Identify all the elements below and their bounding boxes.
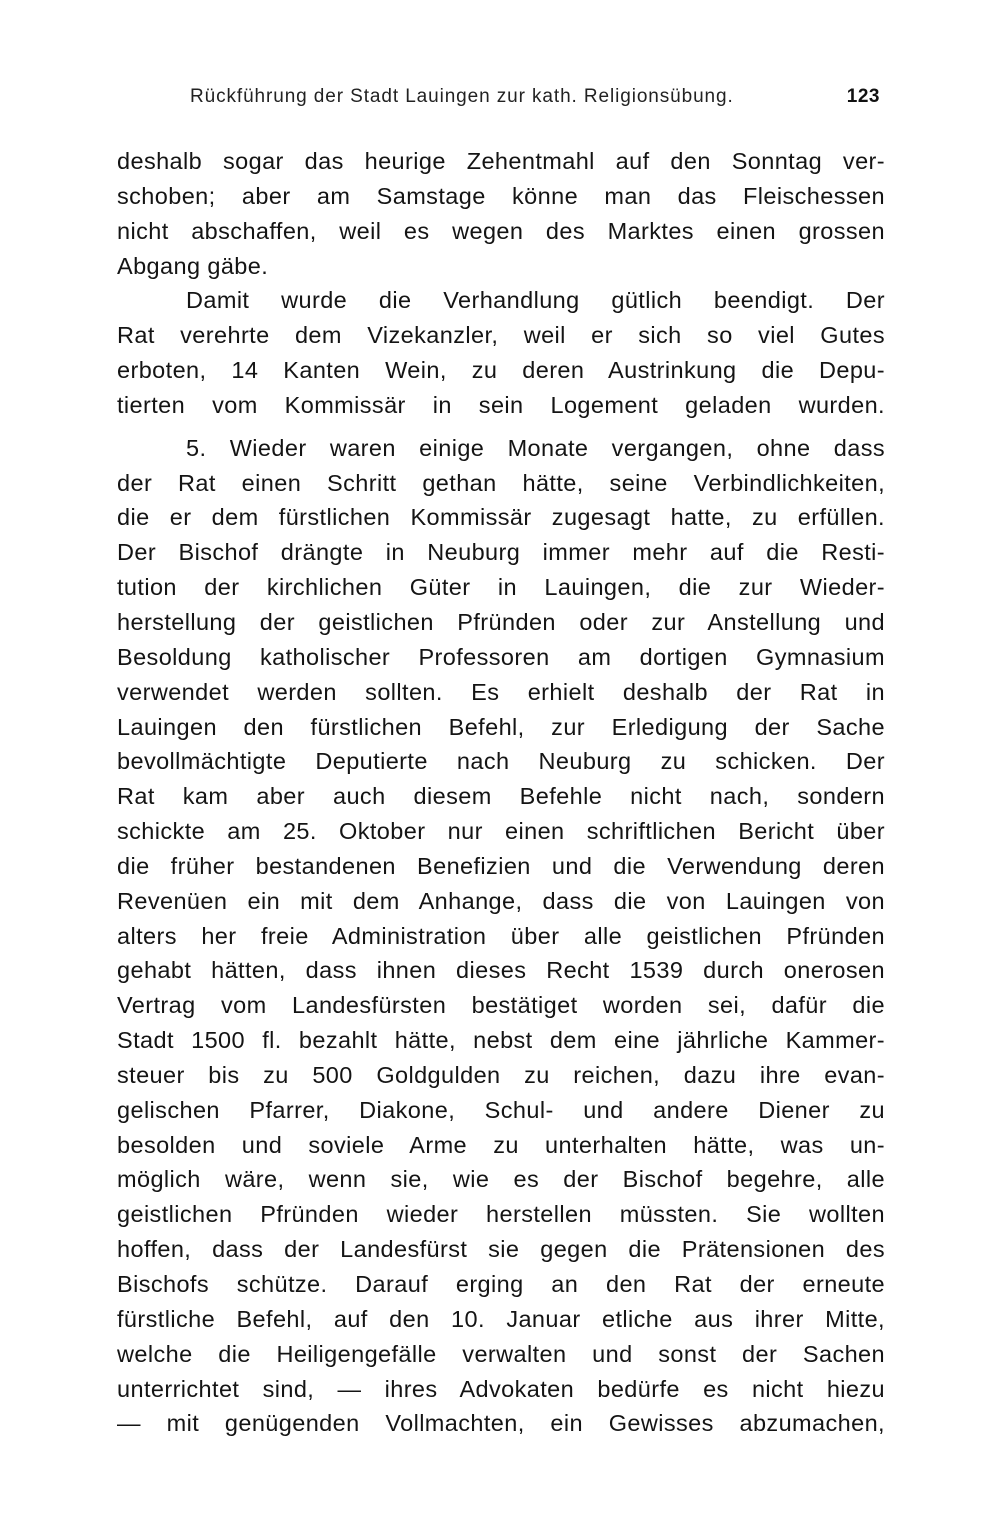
text-line: Besoldung katholischer Professoren am dortigen Gymnasium	[117, 643, 885, 670]
text-line: bevollmächtigte Deputierte nach Neuburg zu schicken. Der	[117, 748, 885, 775]
text-line: Vertrag vom Landesfürsten bestätiget worden sei, dafür die	[117, 992, 885, 1019]
text-line: verwendet werden sollten. Es erhielt deshalb der Rat in	[117, 678, 885, 705]
text-line: deshalb sogar das heurige Zehentmahl auf den Sonntag ver-	[117, 148, 885, 174]
text-line: alters her freie Administration über alle geistlichen Pfründen	[117, 922, 885, 949]
text-line: besolden und soviele Arme zu unterhalten hätte, was un-	[117, 1131, 885, 1158]
text-line: nicht abschaffen, weil es wegen des Marktes einen grossen	[117, 217, 885, 244]
text-line: steuer bis zu 500 Goldgulden zu reichen, dazu ihre evan-	[117, 1061, 885, 1088]
text-line: Revenüen ein mit dem Anhange, dass die von Lauingen von	[117, 887, 885, 914]
running-head-title: Rückführung der Stadt Lauingen zur kath. Religionsübung.	[190, 86, 734, 107]
text-line: Der Bischof drängte in Neuburg immer mehr auf die Resti-	[117, 539, 885, 566]
text-line: die er dem fürstlichen Kommissär zugesagt hatte, zu erfüllen.	[117, 504, 885, 531]
text-line: der Rat einen Schritt gethan hätte, seine Verbindlichkeiten,	[117, 469, 885, 496]
page-number: 123	[846, 86, 880, 107]
text-line: tution der kirchlichen Güter in Lauingen, die zur Wieder-	[117, 574, 885, 601]
body-text	[117, 144, 885, 1441]
text-line: die früher bestandenen Benefizien und die Verwendung deren	[117, 852, 885, 879]
text-line: 5. Wieder waren einige Monate vergangen, ohne dass	[186, 434, 885, 461]
text-line: gelischen Pfarrer, Diakone, Schul- und andere Diener zu	[117, 1096, 885, 1123]
text-line: — mit genügenden Vollmachten, ein Gewisses abzumachen,	[117, 1410, 885, 1437]
text-line: hoffen, dass der Landesfürst sie gegen die Prätensionen des	[117, 1236, 885, 1263]
text-line: Abgang gäbe.	[117, 252, 269, 279]
text-line: schoben; aber am Samstage könne man das Fleischessen	[117, 182, 885, 209]
text-line: Rat verehrte dem Vizekanzler, weil er sich so viel Gutes	[117, 322, 885, 349]
text-line: gehabt hätten, dass ihnen dieses Recht 1539 durch onerosen	[117, 957, 885, 984]
text-line: Damit wurde die Verhandlung gütlich beendigt. Der	[186, 287, 885, 314]
text-line: möglich wäre, wenn sie, wie es der Bischof begehre, alle	[117, 1166, 885, 1193]
text-line: schickte am 25. Oktober nur einen schriftlichen Bericht über	[117, 818, 885, 845]
text-line: fürstliche Befehl, auf den 10. Januar etliche aus ihrer Mitte,	[117, 1305, 885, 1332]
text-line: unterrichtet sind, — ihres Advokaten bedürfe es nicht hiezu	[117, 1375, 885, 1402]
text-line: erboten, 14 Kanten Wein, zu deren Austrinkung die Depu-	[117, 357, 885, 384]
text-line: herstellung der geistlichen Pfründen oder zur Anstellung und	[117, 608, 885, 635]
text-line: Bischofs schütze. Darauf erging an den Rat der erneute	[117, 1271, 885, 1297]
text-line: Lauingen den fürstlichen Befehl, zur Erledigung der Sache	[117, 713, 885, 740]
running-head	[190, 86, 890, 118]
section-gap	[117, 423, 885, 431]
text-line: Stadt 1500 fl. bezahlt hätte, nebst dem eine jährliche Kammer-	[117, 1027, 885, 1054]
text-line: welche die Heiligengefälle verwalten und sonst der Sachen	[117, 1340, 885, 1367]
text-line: geistlichen Pfründen wieder herstellen müssten. Sie wollten	[117, 1201, 885, 1228]
text-line: tierten vom Kommissär in sein Logement geladen wurden.	[117, 391, 885, 418]
text-line: Rat kam aber auch diesem Befehle nicht nach, sondern	[117, 783, 885, 810]
